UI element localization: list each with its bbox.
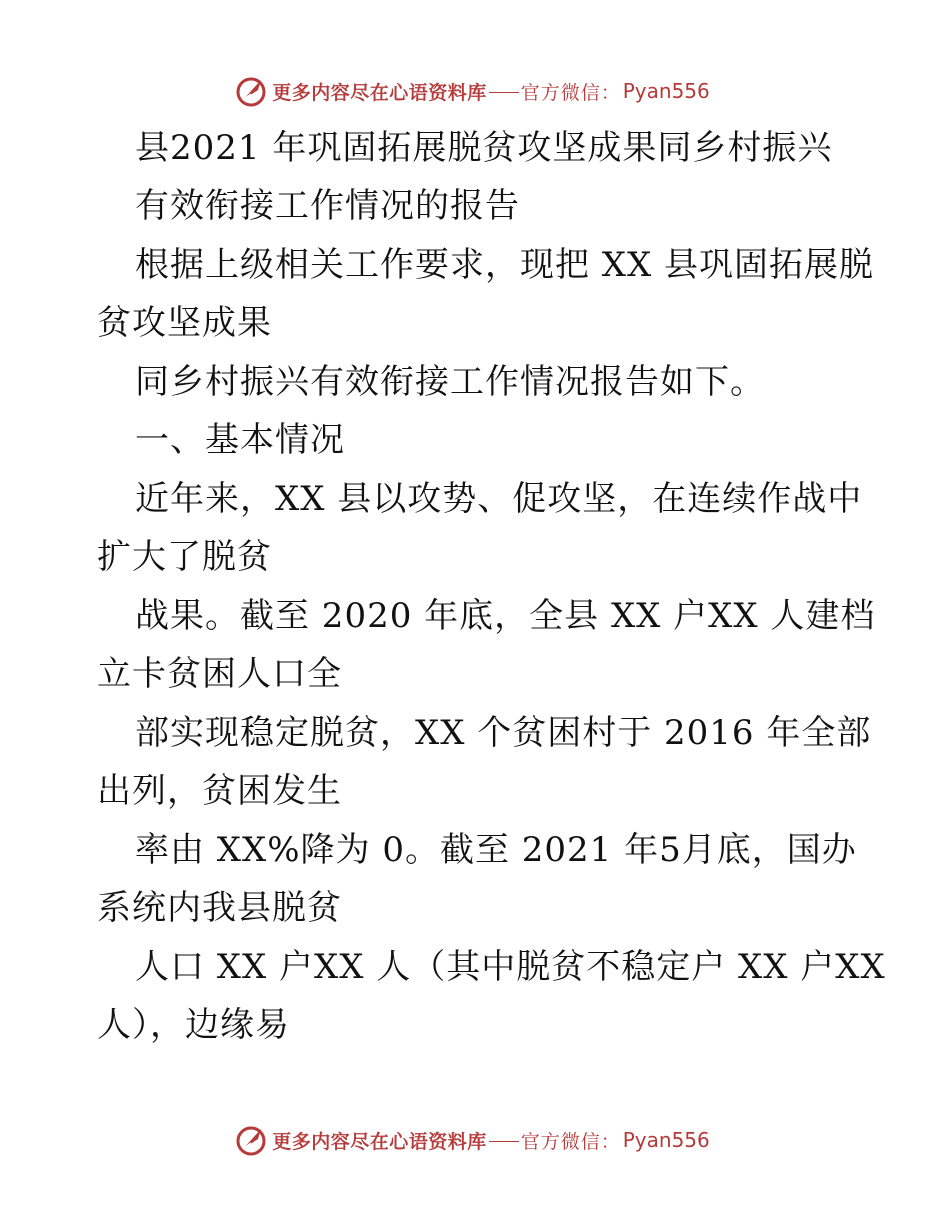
watermark-site-text: 更多内容尽在心语资料库 (272, 81, 487, 104)
footer-watermark (0, 1120, 950, 1160)
watermark-dash (489, 92, 519, 93)
quill-logo-icon (234, 74, 268, 108)
doc-paragraph-line: 根据上级相关工作要求，现把 XX 县巩固拓展脱 (135, 245, 875, 285)
doc-title-line-1: 县2021 年巩固拓展脱贫攻坚成果同乡村振兴 (135, 128, 833, 168)
header-watermark (0, 71, 950, 111)
watermark-group (234, 1123, 710, 1157)
watermark-label: 官方微信： (520, 1130, 621, 1153)
doc-paragraph-line: 立卡贫困人口全 (97, 654, 342, 694)
doc-section-heading: 一、基本情况 (135, 420, 345, 460)
watermark-label: 官方微信： (520, 81, 621, 104)
doc-title-line-2: 有效衔接工作情况的报告 (135, 186, 520, 226)
watermark-wechat-id: Pyan556 (622, 1128, 710, 1152)
doc-paragraph-line: 率由 XX%降为 0。截至 2021 年5月底，国办 (135, 830, 857, 870)
doc-paragraph-line: 人），边缘易 (97, 1005, 290, 1045)
doc-paragraph-line: 同乡村振兴有效衔接工作情况报告如下。 (135, 362, 765, 402)
quill-logo-icon (234, 1123, 268, 1157)
doc-paragraph-line: 人口 XX 户XX 人（其中脱贫不稳定户 XX 户XX (135, 947, 886, 987)
doc-paragraph-line: 出列，贫困发生 (97, 771, 342, 811)
watermark-wechat-id: Pyan556 (622, 79, 710, 103)
doc-paragraph-line: 近年来，XX 县以攻势、促攻坚，在连续作战中 (135, 479, 863, 519)
doc-paragraph-line: 系统内我县脱贫 (97, 888, 342, 928)
doc-paragraph-line: 战果。截至 2020 年底，全县 XX 户XX 人建档 (135, 596, 876, 636)
doc-paragraph-line: 贫攻坚成果 (97, 303, 272, 343)
watermark-group (234, 74, 710, 108)
watermark-site-text: 更多内容尽在心语资料库 (272, 1130, 487, 1153)
doc-paragraph-line: 扩大了脱贫 (97, 537, 272, 577)
doc-paragraph-line: 部实现稳定脱贫，XX 个贫困村于 2016 年全部 (135, 713, 872, 753)
watermark-dash (489, 1141, 519, 1142)
